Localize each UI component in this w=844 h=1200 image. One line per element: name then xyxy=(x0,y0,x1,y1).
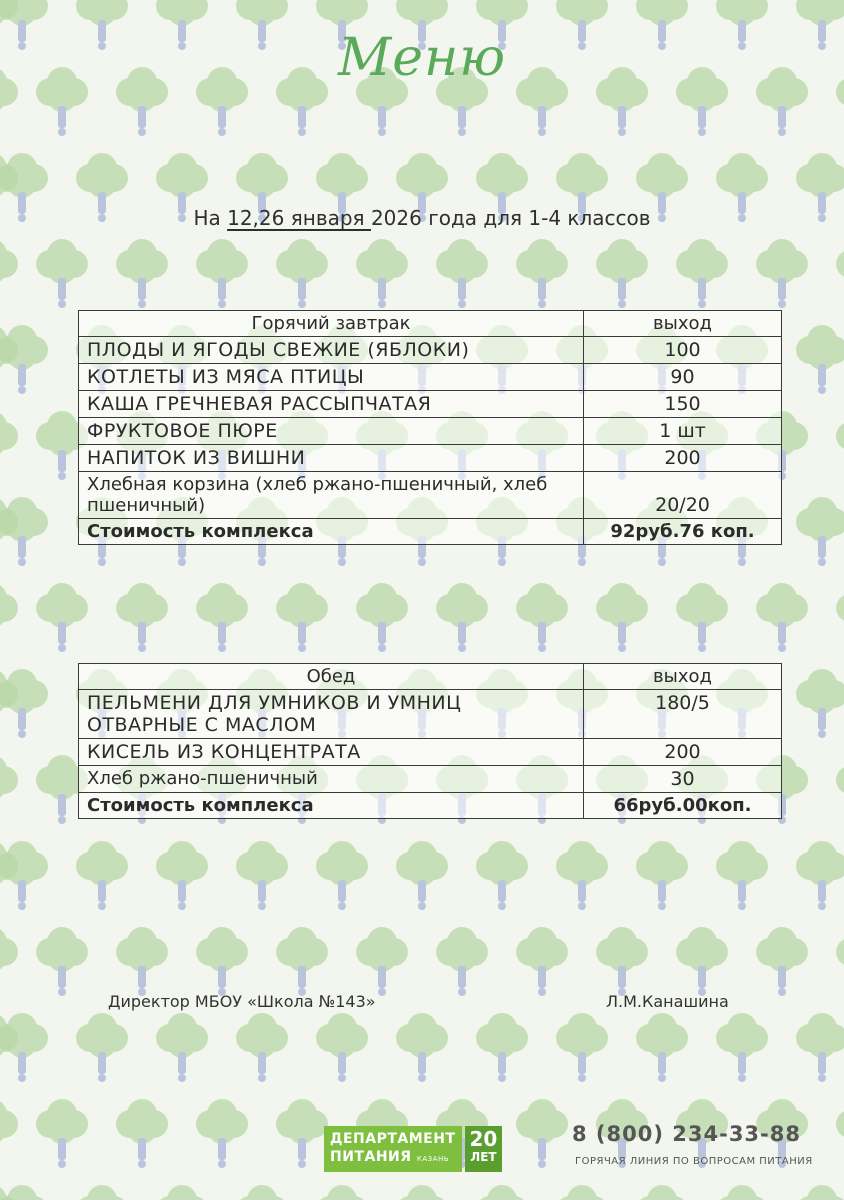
total-value: 92руб.76 коп. xyxy=(584,519,782,545)
lunch-header-output: выход xyxy=(584,664,782,690)
hotline-phone: 8 (800) 234-33-88 xyxy=(572,1122,801,1146)
table-header-row xyxy=(79,311,782,337)
dish-name: ПЕЛЬМЕНИ ДЛЯ УМНИКОВ И УМНИЦ ОТВАРНЫЕ С МАСЛОМ xyxy=(79,690,584,739)
table-total-row xyxy=(79,519,782,545)
table-row xyxy=(79,445,782,472)
table-row xyxy=(79,766,782,793)
dish-name: КИСЕЛЬ ИЗ КОНЦЕНТРАТА xyxy=(79,739,584,766)
dish-output: 200 xyxy=(584,445,782,472)
logo-text xyxy=(324,1126,462,1172)
signature-name: Л.М.Канашина xyxy=(606,992,729,1011)
total-value: 66руб.00коп. xyxy=(584,793,782,819)
subtitle-suffix: 2026 года для 1-4 классов xyxy=(370,206,651,230)
dish-output: 20/20 xyxy=(584,472,782,519)
dish-name: КАША ГРЕЧНЕВАЯ РАССЫПЧАТАЯ xyxy=(79,391,584,418)
dish-output: 90 xyxy=(584,364,782,391)
dish-name: Хлебная корзина (хлеб ржано-пшеничный, хлеб пшеничный) xyxy=(79,472,584,519)
dish-name: НАПИТОК ИЗ ВИШНИ xyxy=(79,445,584,472)
table-row xyxy=(79,472,782,519)
dish-output: 200 xyxy=(584,739,782,766)
department-logo xyxy=(324,1126,502,1172)
menu-subtitle xyxy=(0,206,844,230)
dish-output: 150 xyxy=(584,391,782,418)
logo-years-label: ЛЕТ xyxy=(470,1150,497,1164)
subtitle-date: 12,26 января xyxy=(227,206,371,230)
lunch-header-name: Обед xyxy=(79,664,584,690)
total-label: Стоимость комплекса xyxy=(79,793,584,819)
subtitle-prefix: На xyxy=(193,206,228,230)
breakfast-header-name: Горячий завтрак xyxy=(79,311,584,337)
dish-output: 30 xyxy=(584,766,782,793)
logo-city: КАЗАНЬ xyxy=(416,1155,450,1163)
table-row xyxy=(79,739,782,766)
dish-name: ФРУКТОВОЕ ПЮРЕ xyxy=(79,418,584,445)
lunch-table xyxy=(78,663,782,819)
page-title: Меню xyxy=(337,28,507,88)
breakfast-header-output: выход xyxy=(584,311,782,337)
logo-years-badge xyxy=(465,1126,503,1172)
breakfast-table xyxy=(78,310,782,545)
dish-name: Хлеб ржано-пшеничный xyxy=(79,766,584,793)
dish-output: 100 xyxy=(584,337,782,364)
table-row xyxy=(79,690,782,739)
dish-output: 180/5 xyxy=(584,690,782,739)
table-row xyxy=(79,391,782,418)
logo-line2-wrap xyxy=(330,1148,456,1168)
signature-position: Директор МБОУ «Школа №143» xyxy=(108,992,376,1011)
total-label: Стоимость комплекса xyxy=(79,519,584,545)
dish-name: ПЛОДЫ И ЯГОДЫ СВЕЖИЕ (ЯБЛОКИ) xyxy=(79,337,584,364)
dish-output: 1 шт xyxy=(584,418,782,445)
table-row xyxy=(79,418,782,445)
hotline-caption: ГОРЯЧАЯ ЛИНИЯ ПО ВОПРОСАМ ПИТАНИЯ xyxy=(575,1156,813,1167)
logo-line1: ДЕПАРТАМЕНТ xyxy=(330,1131,456,1147)
table-total-row xyxy=(79,793,782,819)
logo-line2: ПИТАНИЯ xyxy=(330,1149,412,1165)
table-row xyxy=(79,364,782,391)
logo-years: 20 xyxy=(469,1127,498,1151)
table-row xyxy=(79,337,782,364)
dish-name: КОТЛЕТЫ ИЗ МЯСА ПТИЦЫ xyxy=(79,364,584,391)
table-header-row xyxy=(79,664,782,690)
